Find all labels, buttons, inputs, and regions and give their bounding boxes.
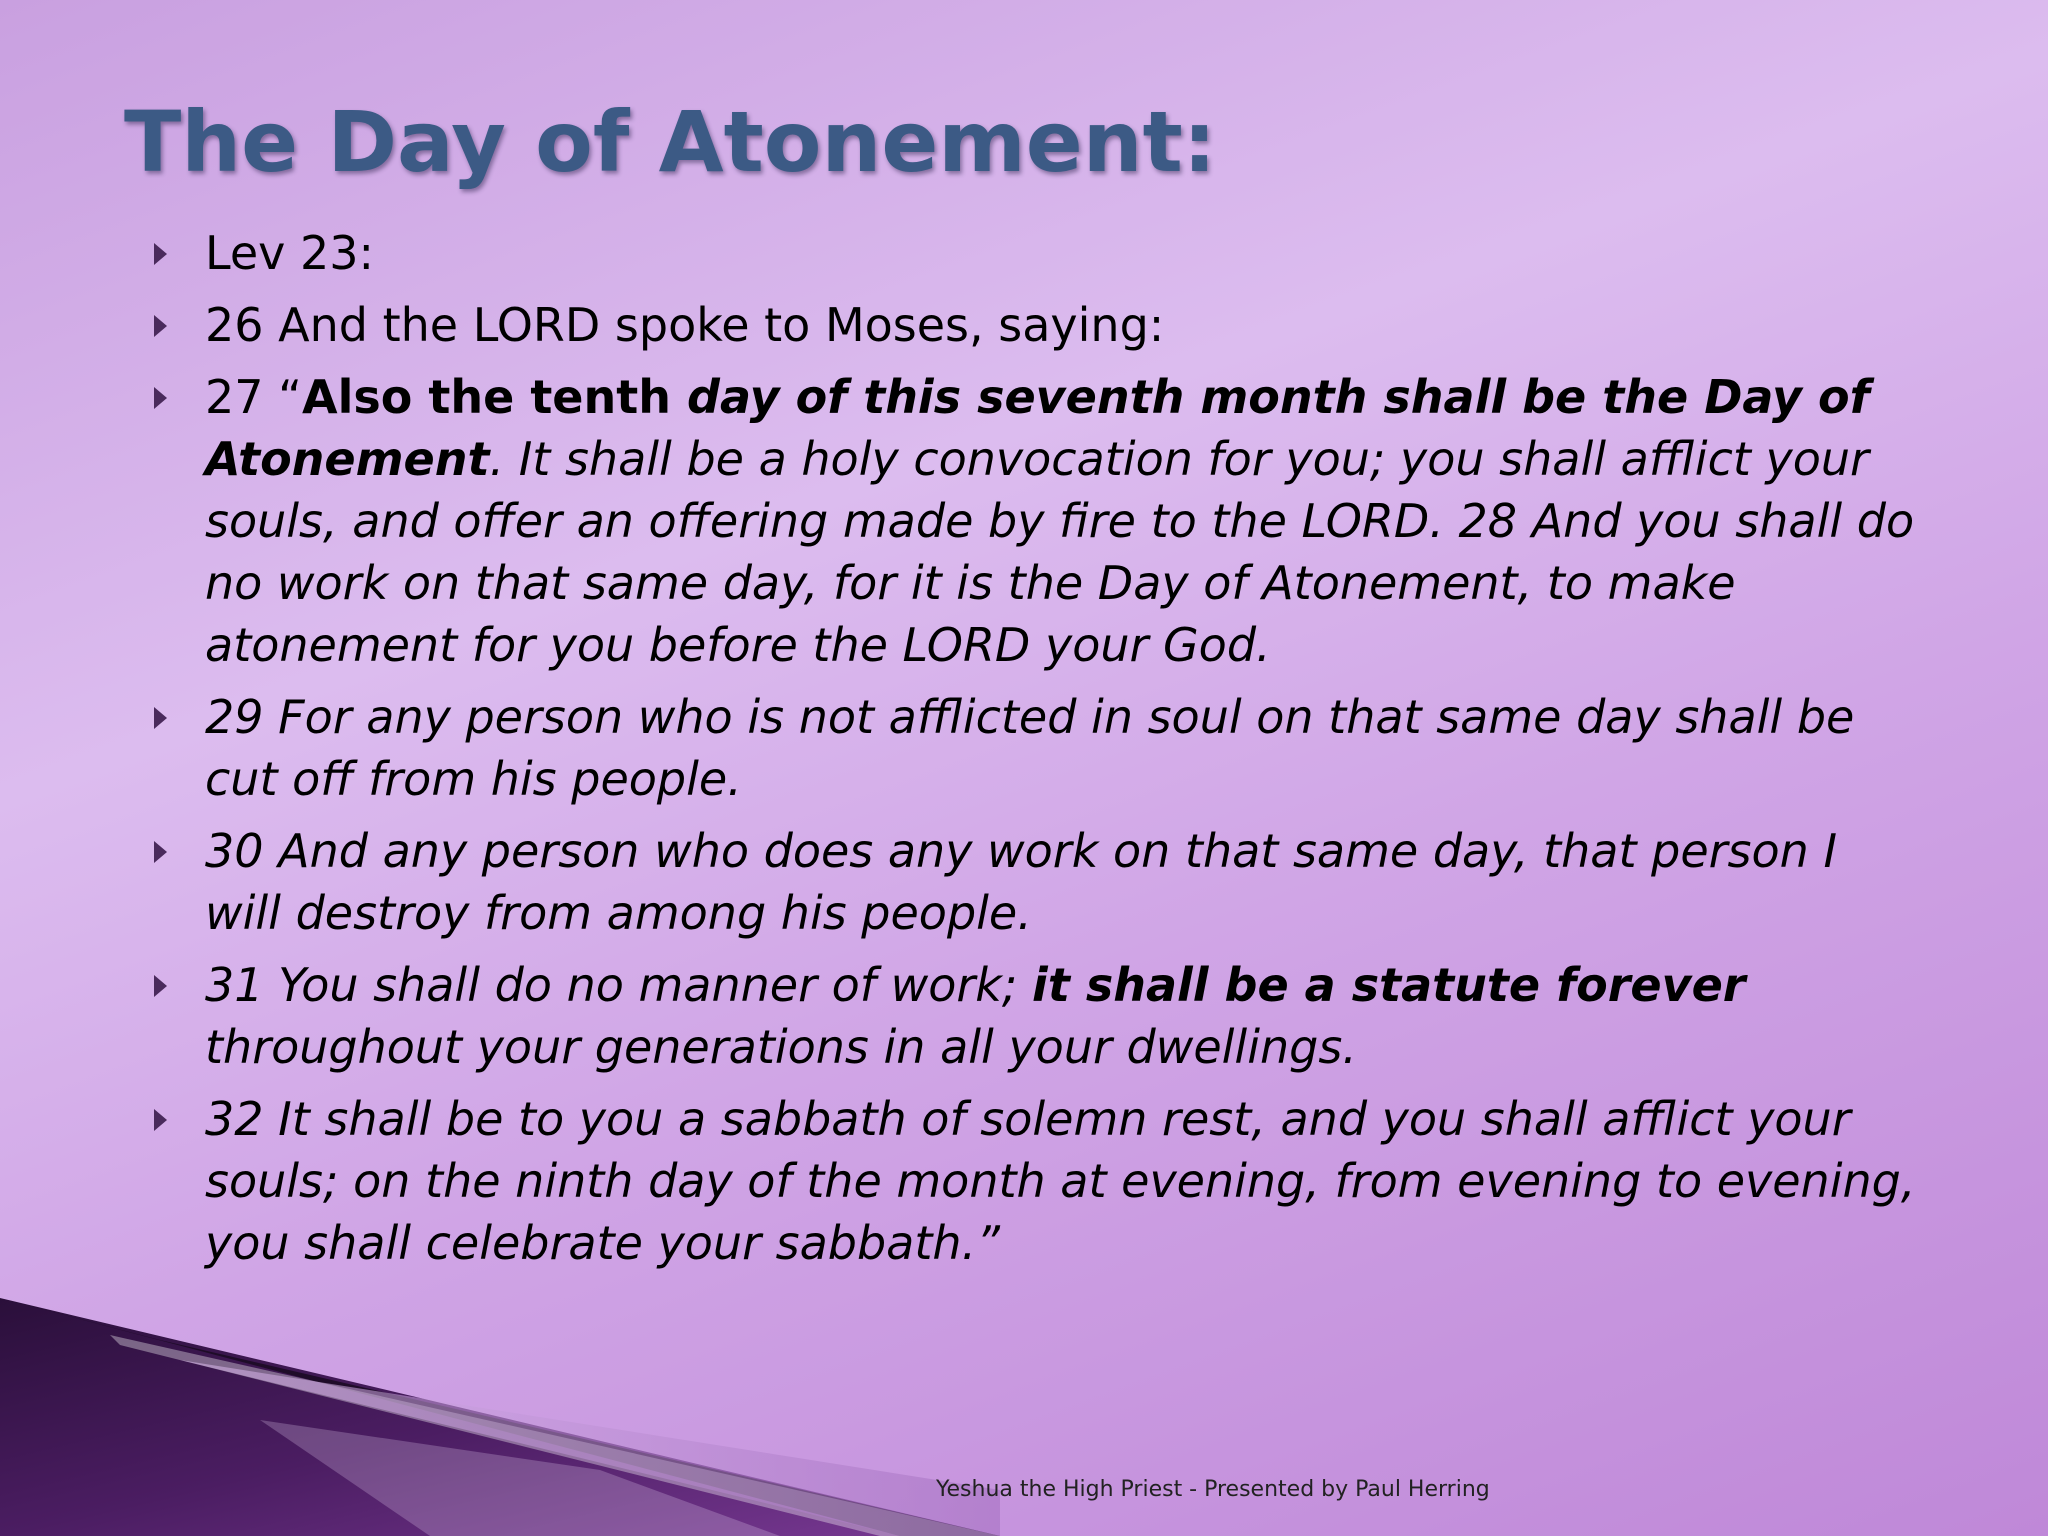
bullet-item <box>150 1088 1920 1274</box>
bullet-text-italic: 31 You shall do no manner of work; <box>205 958 1033 1012</box>
bullet-text: 29 For any person who is not afflicted in soul on that same day shall be cut off from his people. <box>205 690 1855 806</box>
bullet-text: 32 It shall be to you a sabbath of solemn rest, and you shall afflict your souls; on the ninth day of the month at evening, from evening to evening, you shall celebrate your sabbath.” <box>205 1092 1916 1270</box>
bullet-item <box>150 954 1920 1078</box>
triangle-right-icon <box>154 1109 167 1131</box>
triangle-right-icon <box>154 315 167 337</box>
bullet-text-italic: . It shall be a holy convocation for you; you shall afflict your souls, and offer an offering made by fire to the LORD. 28 And you shall do no work on that same day, for it is the Day of Atonement, to make atonement for you before the LORD your God. <box>205 432 1915 672</box>
bullet-text-bold-italic: day of this seventh month shall be the Day of Atonement <box>205 370 1870 486</box>
bullet-text-bold-italic: it shall be a statute forever <box>1032 958 1746 1012</box>
slide-title: The Day of Atonement: <box>124 93 1217 191</box>
bullet-text-italic: throughout your generations in all your dwellings. <box>205 1020 1357 1074</box>
bullet-item <box>150 366 1920 676</box>
bullet-text: Lev 23: <box>205 226 374 280</box>
bullet-text: 30 And any person who does any work on that same day, that person I will destroy from among his people. <box>205 824 1838 940</box>
triangle-right-icon <box>154 707 167 729</box>
triangle-right-icon <box>154 975 167 997</box>
bullet-item <box>150 294 1920 356</box>
bullet-item <box>150 686 1920 810</box>
triangle-right-icon <box>154 387 167 409</box>
bullet-item <box>150 820 1920 944</box>
bullet-item <box>150 222 1920 284</box>
bullet-text-bold: Also the tenth <box>302 370 688 424</box>
slide-footer: Yeshua the High Priest - Presented by Paul Herring <box>936 1477 1490 1502</box>
bullet-text: 26 And the LORD spoke to Moses, saying: <box>205 298 1165 352</box>
bullet-text-prefix: 27 “ <box>205 370 302 424</box>
triangle-right-icon <box>154 243 167 265</box>
triangle-right-icon <box>154 841 167 863</box>
bullet-list <box>150 222 1920 1284</box>
